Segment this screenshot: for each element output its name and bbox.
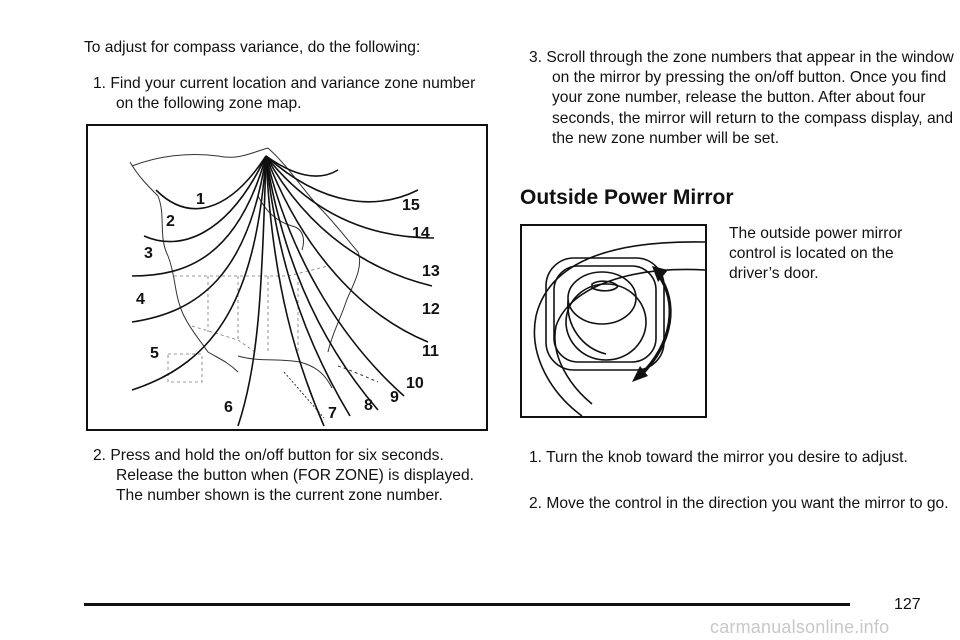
- mirror-step-1-number: 1.: [529, 449, 543, 466]
- mirror-step-2: [520, 494, 958, 514]
- step-3-number: 3.: [529, 49, 543, 66]
- zone-4-label: 4: [136, 291, 145, 308]
- page-number: 127: [894, 596, 921, 613]
- knob-side: [568, 300, 606, 354]
- mirror-step-1-text: Turn the knob toward the mirror you desire to adjust.: [546, 449, 908, 466]
- coastline-north: [132, 148, 268, 166]
- section-heading: Outside Power Mirror: [520, 186, 734, 209]
- zone-5-label: 5: [150, 345, 159, 362]
- site-watermark: carmanualsonline.info: [710, 617, 890, 637]
- step-3-text: Scroll through the zone numbers that appear in the window on the mirror by pressing the on/off button. Once you find your zone number, release the button. After about four seconds, the mirror will return to the compass display, and the new zone number will be set.: [546, 49, 954, 147]
- mirror-step-1: [520, 448, 958, 468]
- state-lines: [208, 276, 298, 356]
- zone-13-label: 13: [422, 263, 440, 280]
- zone-11-label: 11: [422, 343, 439, 360]
- zone-line-14: [266, 156, 418, 202]
- step-2-text: Press and hold the on/off button for six seconds. Release the button when (FOR ZONE) is displayed. The number shown is the current zone number.: [110, 447, 474, 505]
- zone-10-label: 10: [406, 375, 424, 392]
- zone-9-label: 9: [390, 389, 399, 406]
- zone-line-7: [266, 156, 324, 426]
- hawaii-inset: [168, 354, 202, 382]
- zone-6-label: 6: [224, 399, 233, 416]
- mirror-control-illustration: [520, 224, 707, 418]
- footer-rule: [84, 603, 850, 606]
- zone-2-label: 2: [166, 213, 175, 230]
- zone-14-label: 14: [412, 225, 430, 242]
- step-1-number: 1.: [93, 75, 107, 92]
- mirror-step-2-text: Move the control in the direction you want the mirror to go.: [546, 495, 949, 512]
- mirror-knob-drawing: [522, 226, 705, 416]
- zone-12-label: 12: [422, 301, 440, 318]
- zone-line-8: [266, 156, 350, 416]
- mirror-caption: The outside power mirror control is located on the driver’s door.: [729, 225, 903, 283]
- compass-zone-map: [86, 124, 488, 431]
- step-1: [84, 74, 486, 114]
- step-1-text: Find your current location and variance zone number on the following zone map.: [110, 75, 476, 113]
- intro-text: To adjust for compass variance, do the following:: [84, 39, 421, 56]
- zone-15-label: 15: [402, 197, 420, 214]
- zone-8-label: 8: [364, 397, 373, 414]
- step-3: [520, 48, 958, 149]
- mirror-step-2-number: 2.: [529, 495, 543, 512]
- step-2-number: 2.: [93, 447, 107, 464]
- direction-arrow-arc: [640, 274, 670, 376]
- zone-map-drawing: [88, 126, 486, 429]
- border-us-mexico: [192, 326, 258, 354]
- zone-3-label: 3: [144, 245, 153, 262]
- gulf-coast: [238, 356, 332, 388]
- step-2: [84, 446, 486, 507]
- door-panel-outer: [534, 242, 705, 416]
- door-panel-inner: [555, 269, 705, 404]
- border-us-canada: [174, 266, 328, 276]
- island-arc: [338, 366, 378, 382]
- zone-7-label: 7: [328, 405, 337, 422]
- knob-base: [566, 284, 646, 360]
- zone-1-label: 1: [196, 191, 205, 208]
